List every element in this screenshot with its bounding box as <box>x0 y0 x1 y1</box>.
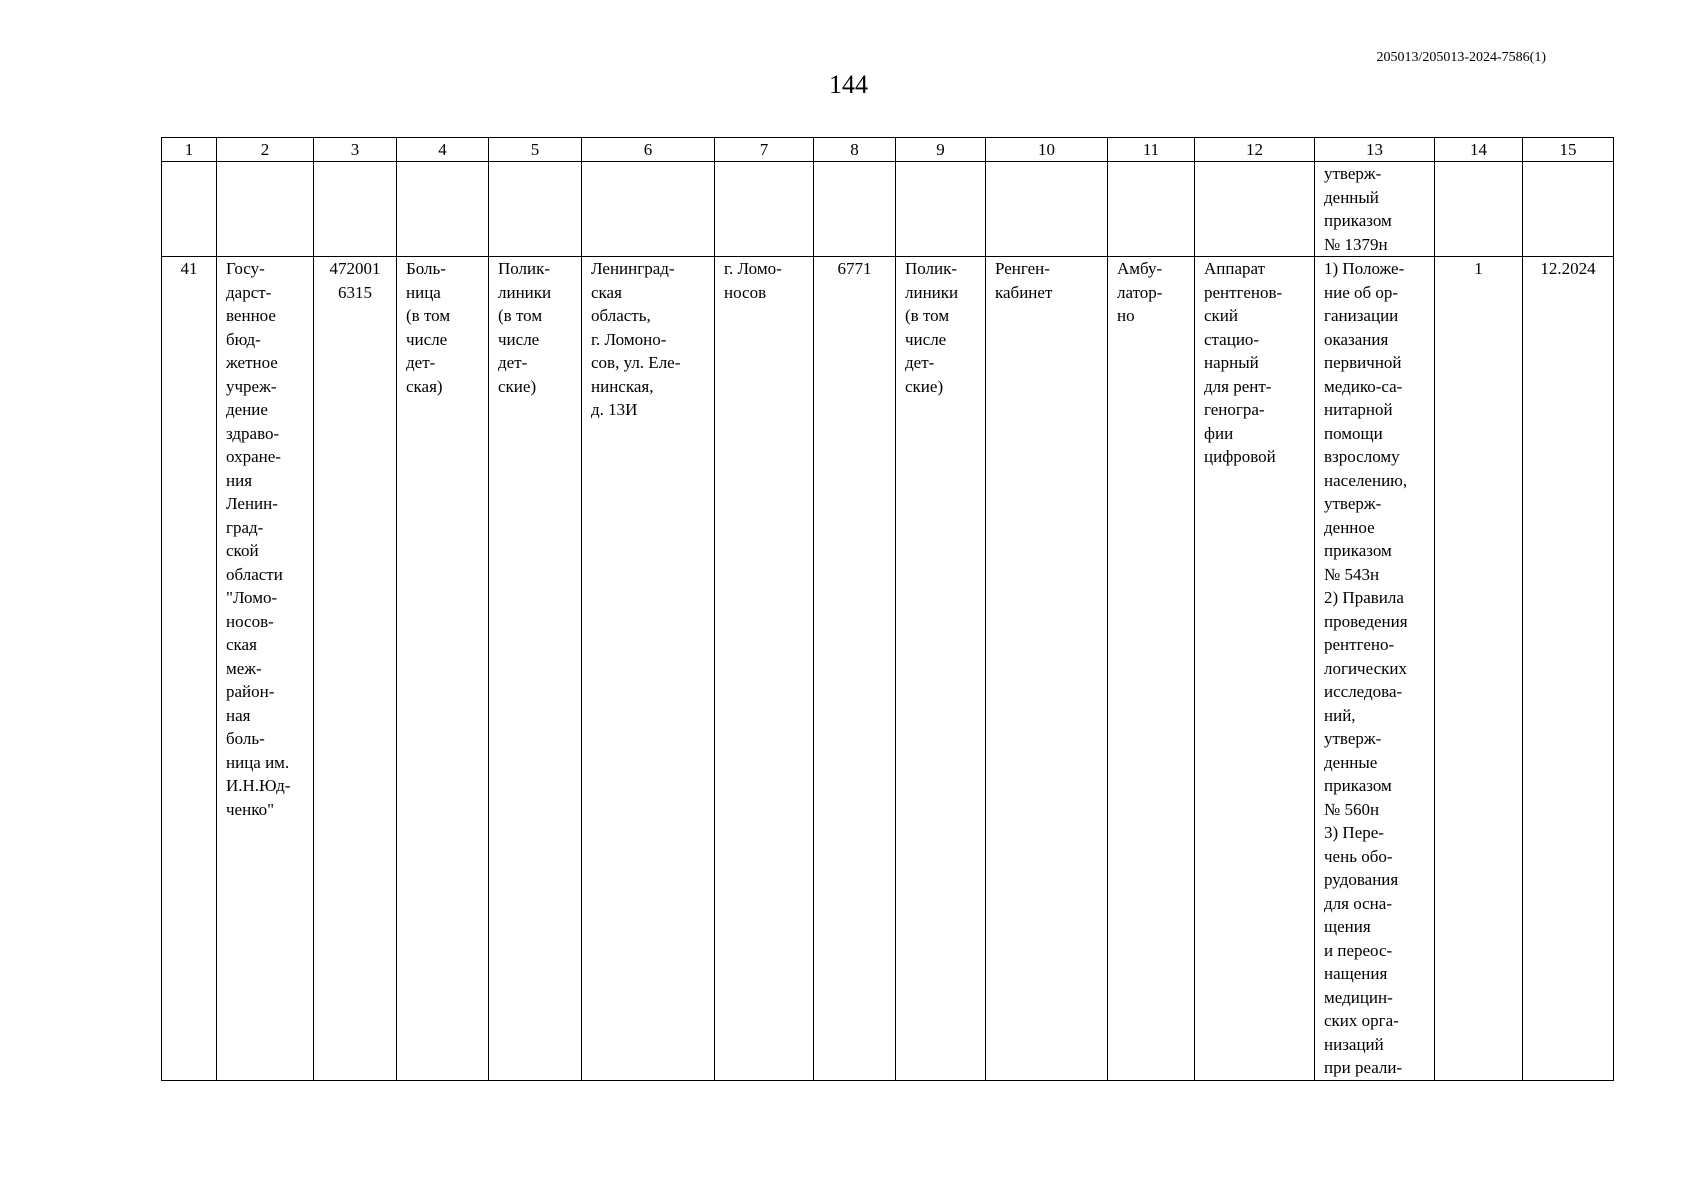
page-number: 144 <box>829 70 868 99</box>
column-number: 7 <box>715 138 814 162</box>
table-cell <box>582 162 715 257</box>
inn-cell: 472001 6315 <box>314 257 397 1081</box>
date-cell: 12.2024 <box>1523 257 1614 1081</box>
table-cell <box>814 162 896 257</box>
column-number: 5 <box>489 138 582 162</box>
subdivision-cell: Полик- линики (в том числе дет- ские) <box>896 257 986 1081</box>
table-cell <box>1195 162 1315 257</box>
table-cell <box>397 162 489 257</box>
column-number: 15 <box>1523 138 1614 162</box>
table-cell <box>217 162 314 257</box>
register-table <box>161 137 1614 1081</box>
legal-basis-cell: 1) Положе- ние об ор- ганизации оказания первичной медико-са- нитарной помощи взрослому населению, утверж- денное приказом № 543н 2) Правила проведения рентгено- логических исследова- ний, утверж- денные приказом № 560н 3) Пере- чень обо- рудования для осна- щения и переос- нащения медицин- ских орга- низаций при реали- <box>1315 257 1435 1081</box>
code-cell: 6771 <box>814 257 896 1081</box>
division-type-cell: Полик- линики (в том числе дет- ские) <box>489 257 582 1081</box>
column-number: 13 <box>1315 138 1435 162</box>
column-number: 1 <box>162 138 217 162</box>
organization-name-cell: Госу- дарст- венное бюд- жетное учреж- дение здраво- охране- ния Ленин- град- ской области "Ломо- носов- ская меж- район- ная боль- ница им. И.Н.Юд- ченко" <box>217 257 314 1081</box>
table-cell <box>715 162 814 257</box>
column-number: 3 <box>314 138 397 162</box>
address-cell: Ленинград- ская область, г. Ломоно- сов, ул. Еле- нинская, д. 13И <box>582 257 715 1081</box>
table-cell <box>986 162 1108 257</box>
table-cell <box>1108 162 1195 257</box>
care-conditions-cell: Амбу- латор- но <box>1108 257 1195 1081</box>
table-cell <box>896 162 986 257</box>
table-cell <box>314 162 397 257</box>
institution-type-cell: Боль- ница (в том числе дет- ская) <box>397 257 489 1081</box>
column-number: 14 <box>1435 138 1523 162</box>
column-number: 11 <box>1108 138 1195 162</box>
cabinet-cell: Ренген- кабинет <box>986 257 1108 1081</box>
equipment-cell: Аппарат рентгенов- ский стацио- нарный для рент- геногра- фии цифровой <box>1195 257 1315 1081</box>
continuation-row <box>162 162 1614 257</box>
locality-cell: г. Ломо- носов <box>715 257 814 1081</box>
table-cell <box>1523 162 1614 257</box>
table-cell <box>489 162 582 257</box>
column-number: 2 <box>217 138 314 162</box>
legal-basis-cell: утверж- денный приказом № 1379н <box>1315 162 1435 257</box>
column-number-row <box>162 138 1614 162</box>
row-number-cell: 41 <box>162 257 217 1081</box>
quantity-cell: 1 <box>1435 257 1523 1081</box>
table-row <box>162 257 1614 1081</box>
table-cell <box>1435 162 1523 257</box>
column-number: 9 <box>896 138 986 162</box>
column-number: 10 <box>986 138 1108 162</box>
column-number: 8 <box>814 138 896 162</box>
column-number: 12 <box>1195 138 1315 162</box>
column-number: 4 <box>397 138 489 162</box>
document-id: 205013/205013-2024-7586(1) <box>1376 50 1546 65</box>
column-number: 6 <box>582 138 715 162</box>
table-cell <box>162 162 217 257</box>
